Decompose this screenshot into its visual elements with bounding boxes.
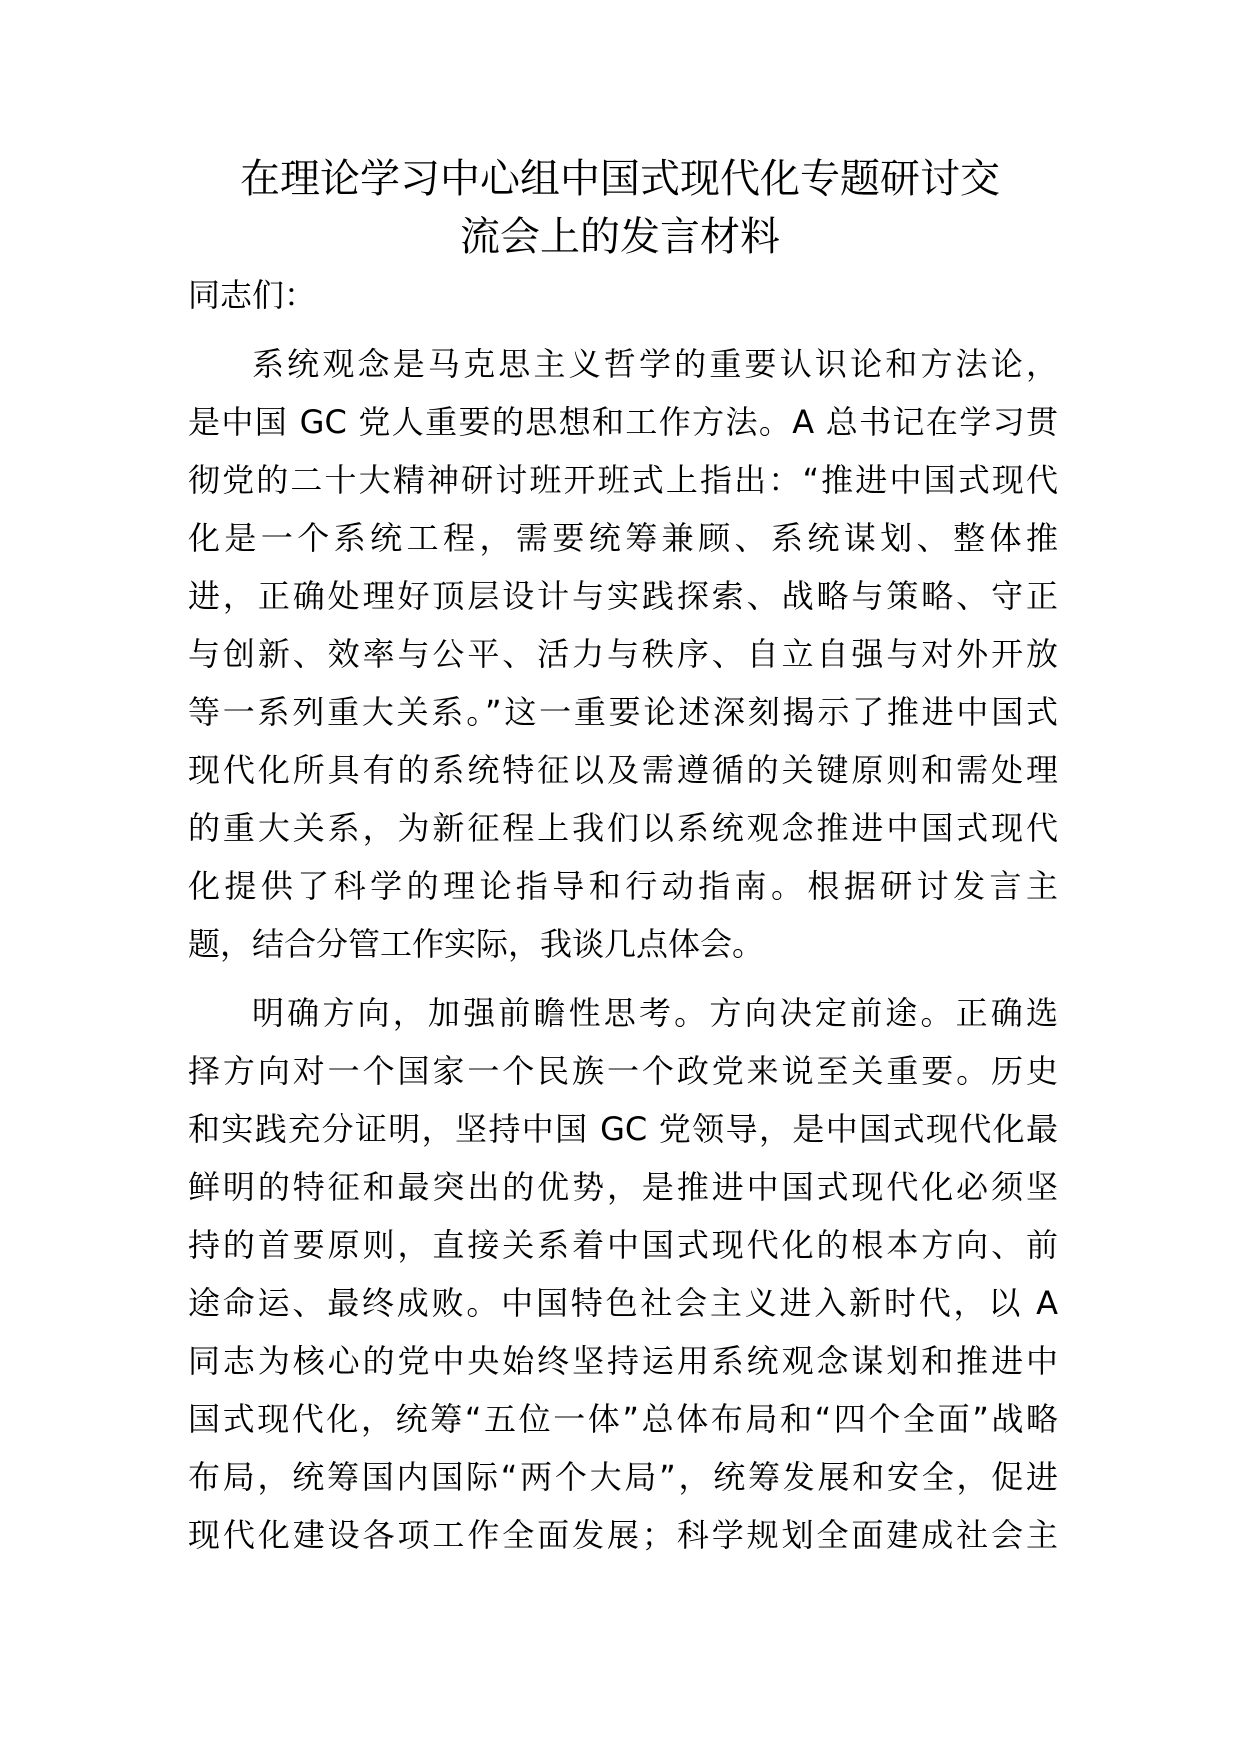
text-line: 进，正确处理好顶层设计与实践探索、战略与策略、守正 [188,577,1058,615]
paragraph-2 [188,984,1058,1564]
title-line: 流会上的发言材料 [460,214,780,260]
title-line: 在理论学习中心组中国式现代化专题研讨交 [240,156,1000,202]
text-line: 化是一个系统工程，需要统筹兼顾、系统谋划、整体推 [188,519,1058,557]
text-line: 化提供了科学的理论指导和行动指南。根据研讨发言主 [188,867,1058,905]
text-line: 国式现代化，统筹“五位一体”总体布局和“四个全面”战略 [188,1400,1058,1438]
text-line: 鲜明的特征和最突出的优势，是推进中国式现代化必须坚 [188,1168,1058,1206]
text-line: 题，结合分管工作实际，我谈几点体会。 [188,925,765,963]
text-line: 现代化所具有的系统特征以及需遵循的关键原则和需处理 [188,751,1058,789]
text-line: 现代化建设各项工作全面发展；科学规划全面建成社会主 [188,1516,1058,1554]
text-line: 布局，统筹国内国际“两个大局”，统筹发展和安全，促进 [188,1458,1058,1496]
text-line: 与创新、效率与公平、活力与秩序、自立自强与对外开放 [188,635,1058,673]
text-line: 等一系列重大关系。”这一重要论述深刻揭示了推进中国式 [188,693,1058,731]
text-line: 持的首要原则，直接关系着中国式现代化的根本方向、前 [188,1226,1058,1264]
text-line: 途命运、最终成败。中国特色社会主义进入新时代，以 A [188,1284,1058,1322]
document-body [188,266,1058,1564]
text-line: 择方向对一个国家一个民族一个政党来说至关重要。历史 [188,1052,1058,1090]
text-line: 是中国 GC 党人重要的思想和工作方法。A 总书记在学习贯 [188,403,1058,441]
text-line: 彻党的二十大精神研讨班开班式上指出：“推进中国式现代 [188,461,1058,499]
greeting: 同志们： [188,276,317,314]
document-title [150,150,1090,266]
text-line: 明确方向，加强前瞻性思考。方向决定前途。正确选 [252,994,1058,1032]
text-line: 和实践充分证明，坚持中国 GC 党领导，是中国式现代化最 [188,1110,1058,1148]
text-line: 的重大关系，为新征程上我们以系统观念推进中国式现代 [188,809,1058,847]
text-line: 同志为核心的党中央始终坚持运用系统观念谋划和推进中 [188,1342,1058,1380]
text-line: 系统观念是马克思主义哲学的重要认识论和方法论， [252,345,1058,383]
paragraph-1 [188,335,1058,973]
